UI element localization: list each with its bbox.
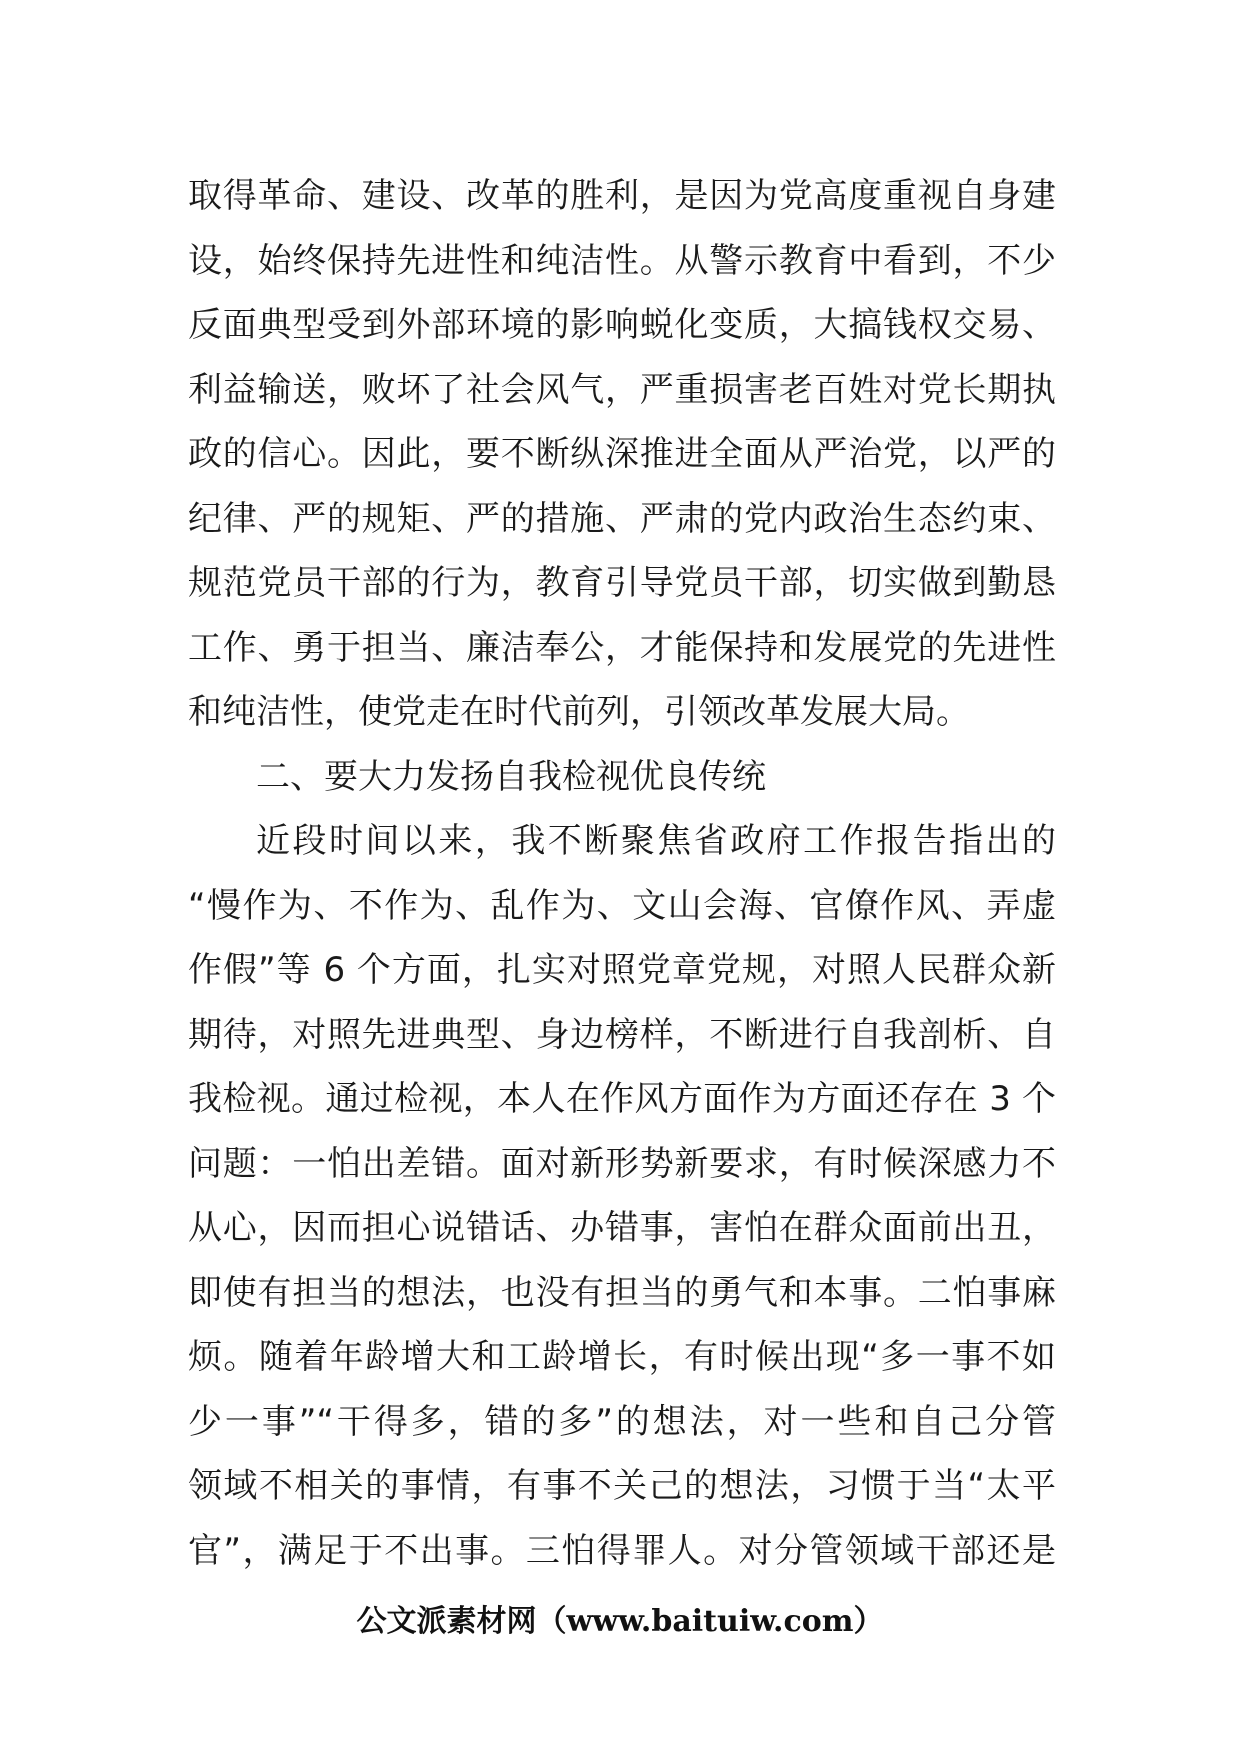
text-line: 从心，因而担心说错话、办错事，害怕在群众面前出丑，: [188, 1208, 1056, 1248]
text-line: 规范党员干部的行为，教育引导党员干部，切实做到勤恳: [188, 563, 1056, 603]
text-line: 近段时间以来，我不断聚焦省政府工作报告指出的: [256, 821, 1056, 861]
text-line: 烦。随着年龄增大和工龄增长，有时候出现“多一事不如: [188, 1337, 1056, 1377]
text-line: 利益输送，败坏了社会风气，严重损害老百姓对党长期执: [188, 369, 1056, 410]
document-body: [188, 164, 1056, 1583]
text-line: 问题：一怕出差错。面对新形势新要求，有时候深感力不: [188, 1143, 1056, 1184]
text-line: 纪律、严的规矩、严的措施、严肃的党内政治生态约束、: [188, 498, 1056, 539]
text-line: 少一事”“干得多，错的多”的想法，对一些和自己分管: [188, 1401, 1056, 1442]
text-line: “慢作为、不作为、乱作为、文山会海、官僚作风、弄虚: [188, 885, 1056, 926]
text-line: 期待，对照先进典型、身边榜样，不断进行自我剖析、自: [188, 1014, 1056, 1055]
text-line: 作假”等 6 个方面，扎实对照党章党规，对照人民群众新: [188, 950, 1056, 990]
text-line: 我检视。通过检视，本人在作风方面作为方面还存在 3 个: [188, 1079, 1056, 1119]
text-line: 官”，满足于不出事。三怕得罪人。对分管领域干部还是: [188, 1530, 1056, 1571]
text-line: 反面典型受到外部环境的影响蜕化变质，大搞钱权交易、: [188, 305, 1056, 345]
text-line: 工作、勇于担当、廉洁奉公，才能保持和发展党的先进性: [188, 627, 1056, 668]
text-line: 设，始终保持先进性和纯洁性。从警示教育中看到，不少: [188, 240, 1056, 281]
footer-watermark: 公文派素材网（www.baituiw.com）: [356, 1604, 884, 1639]
section-heading: 二、要大力发扬自我检视优良传统: [256, 756, 766, 797]
text-line: 取得革命、建设、改革的胜利，是因为党高度重视自身建: [188, 176, 1056, 216]
text-line: 政的信心。因此，要不断纵深推进全面从严治党，以严的: [188, 434, 1056, 474]
text-line: 和纯洁性，使党走在时代前列，引领改革发展大局。: [188, 692, 970, 732]
text-line: 领域不相关的事情，有事不关己的想法，习惯于当“太平: [188, 1466, 1056, 1506]
text-line: 即使有担当的想法，也没有担当的勇气和本事。二怕事麻: [188, 1272, 1056, 1313]
